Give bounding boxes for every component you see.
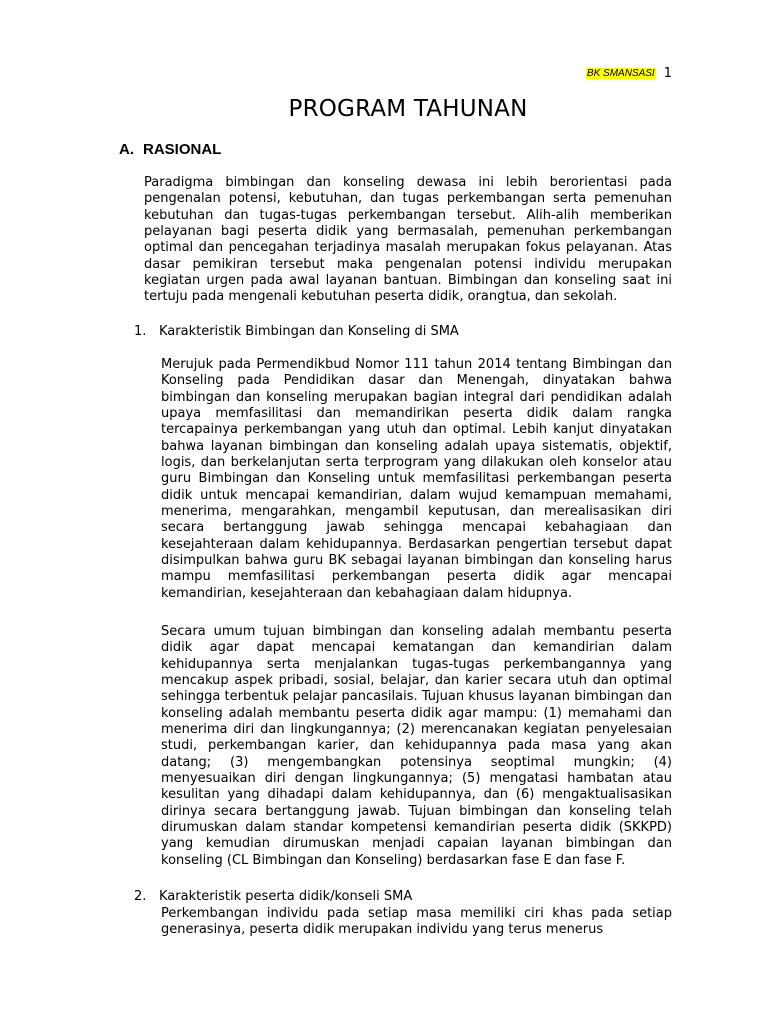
subsection-1-paragraph-2: Secara umum tujuan bimbingan dan konseling adalah membantu peserta didik agar dapat mencapai kematangan dan kemandirian dalam kehidupannya serta menjalankan tugas-tugas perkembangannya yang mencakup aspek pribadi, sosial, belajar, dan karier secara utuh dan optimal sehingga terbentuk pelajar pancasilais. Tujuan khusus layanan bimbingan dan konseling adalah membantu peserta didik agar mampu: (1) memahami dan menerima diri dan lingkungannya; (2) merencanakan kegiatan penyelesaian studi, perkembangan karier, dan kehidupannya pada masa yang akan datang; (3) mengembangkan potensinya seoptimal mungkin; (4) menyesuaikan diri dengan lingkungannya; (5) mengatasi hambatan atau kesulitan yang dihadapi dalam kehidupannya, dan (6) mengaktualisasikan dirinya secara bertanggung jawab. Tujuan bimbingan dan konseling telah dirumuskan dalam standar kompetensi kemandirian peserta didik (SKKPD) yang kemudian dirumuskan menjadi capaian layanan bimbingan dan konseling (CL Bimbingan dan Konseling) berdasarkan fase E dan fase F. [161, 624, 672, 868]
page-title: PROGRAM TAHUNAN [288, 96, 528, 122]
header-tag: BK SMANSASI [586, 68, 655, 79]
section-heading-text: RASIONAL [143, 141, 222, 158]
section-marker: A. [119, 141, 134, 158]
page-number: 1 [663, 66, 672, 81]
subsection-heading-text-1: Karakteristik Bimbingan dan Konseling di SMA [159, 324, 459, 339]
subsection-heading-1 [134, 324, 459, 340]
subsection-heading-text-2: Karakteristik peserta didik/konseli SMA [159, 889, 413, 904]
intro-paragraph: Paradigma bimbingan dan konseling dewasa ini lebih berorientasi pada pengenalan potensi, kebutuhan, dan tugas perkembangan serta pemenuhan kebutuhan dan tugas-tugas perkembangan tersebut. Alih-alih memberikan pelayanan bagi peserta didik yang bermasalah, pemenuhan perkembangan optimal dan pencegahan terjadinya masalah merupakan fokus pelayanan. Atas dasar pemikiran tersebut maka pengenalan potensi individu merupakan kegiatan urgen pada awal layanan bantuan. Bimbingan dan konseling saat ini tertuju pada mengenali kebutuhan peserta didik, orangtua, dan sekolah. [144, 175, 672, 305]
subsection-marker-2: 2. [134, 889, 147, 904]
section-heading [119, 141, 221, 159]
page-header [586, 66, 672, 82]
subsection-marker-1: 1. [134, 324, 147, 339]
subsection-1-paragraph-1: Merujuk pada Permendikbud Nomor 111 tahun 2014 tentang Bimbingan dan Konseling pada Pendidikan dasar dan Menengah, dinyatakan bahwa bimbingan dan konseling merupakan bagian integral dari pendidikan adalah upaya memfasilitasi dan memandirikan peserta didik dalam rangka tercapainya perkembangan yang utuh dan optimal. Lebih kanjut dinyatakan bahwa layanan bimbingan dan konseling adalah upaya sistematis, objektif, logis, dan berkelanjutan serta terprogram yang dilakukan oleh konselor atau guru Bimbingan dan Konseling untuk memfasilitasi perkembangan peserta didik untuk mencapai kemandirian, dalam wujud kemampuan memahami, menerima, mengarahkan, mengambil keputusan, dan merealisasikan diri secara bertanggung jawab sehingga mencapai kebahagiaan dan kesejahteraan dalam kehidupannya. Berdasarkan pengertian tersebut dapat disimpulkan bahwa guru BK sebagai layanan bimbingan dan konseling harus mampu memfasilitasi perkembangan peserta didik agar mencapai kemandirian, kesejahteraan dan kebahagiaan dalam hidupnya. [161, 357, 672, 601]
subsection-2-paragraph-1: Perkembangan individu pada setiap masa memiliki ciri khas pada setiap generasinya, peserta didik merupakan individu yang terus menerus [161, 906, 672, 938]
subsection-heading-2 [134, 889, 412, 905]
